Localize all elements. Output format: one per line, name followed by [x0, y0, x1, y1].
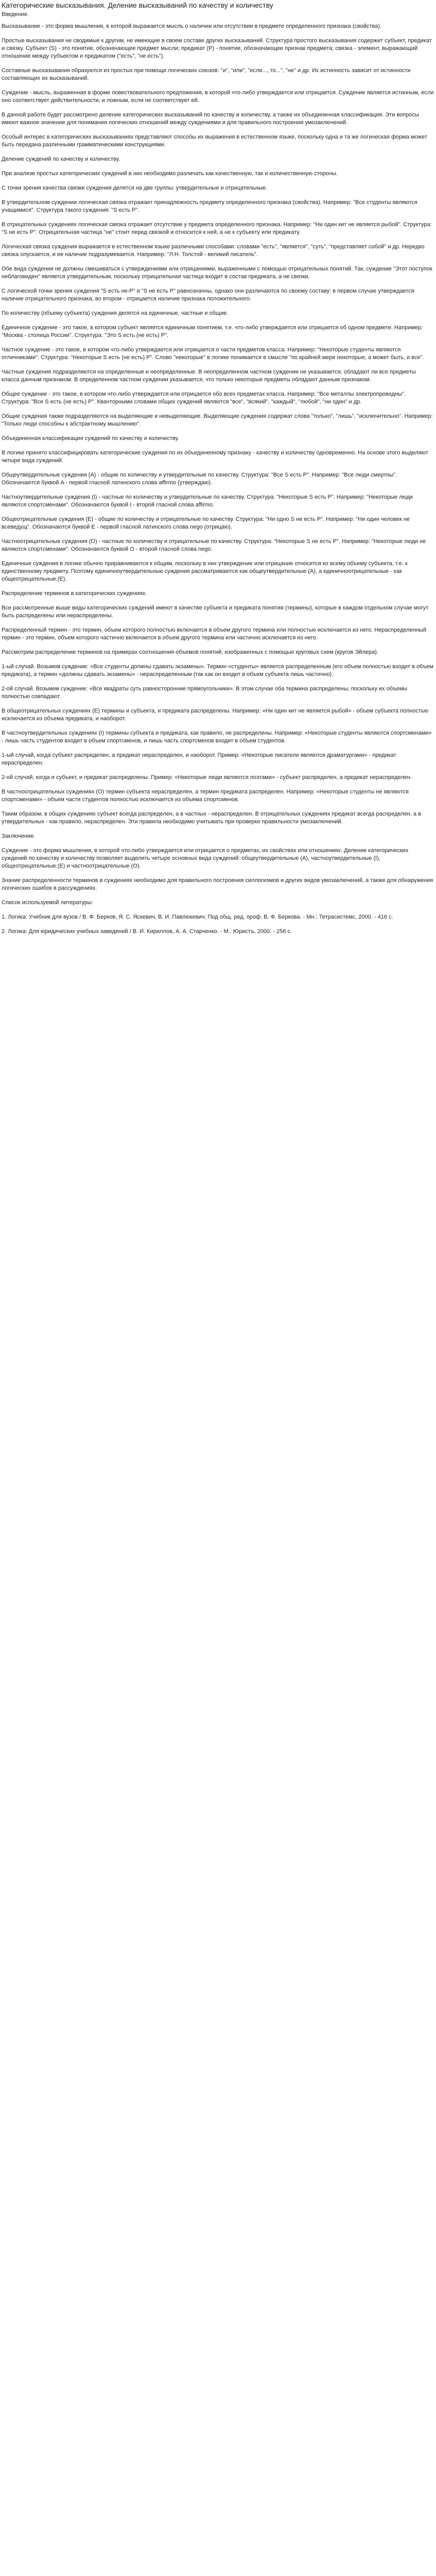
paragraph: Общеутвердительные суждения (A) - общие по количеству и утвердительные по качеству. Структура: "Все S есть P". Например: "Все люди смертны". Обозначаются буквой A - первой гласной латинского слова affirmo (утверждаю).	[2, 472, 399, 486]
paragraph: С логической точки зрения суждения "S есть не-P" и "S не есть P" равнозначны, однако они различаются по своему составу: в первом случае утверждается наличие отрицательного признака, во втором - отрицается наличие признака положительного.	[2, 288, 416, 302]
paragraph: Частное суждение - это такое, в котором что-либо утверждается или отрицается о части предметов класса. Например: "Некоторые студенты являются отличниками". Структура: "Некоторые S есть (не есть) P". Слово "некоторые" в логике понимается в смысле "по крайней мере некоторые, а может быть, и все".	[2, 347, 424, 361]
paragraph: 1-ый случай. Возьмем суждение: «Все студенты должны сдавать экзамены». Термин «студенты» является распределенным (его объем полностью входит в объем предиката), а термин «должны сдавать экзамены» - нераспределенным (так как он входит в объем субъекта лишь частично).	[2, 664, 435, 677]
paragraph: По количеству (объему субъекта) суждения делятся на единичные, частные и общие.	[2, 310, 229, 316]
paragraph: Рассмотрим распределение терминов на примерах соотношения объемов понятий, изображенных с помощью круговых схем (кругов Эйлера).	[2, 649, 378, 655]
paragraph: Все рассмотренные выше виды категорических суждений имеют в качестве субъекта и предиката понятия (термины), которые в каждом отдельном случае могут быть распределены или нераспределены.	[2, 605, 430, 619]
paragraph: В частноутвердительных суждениях (I) термины субъекта и предиката, как правило, не распределены. Например: «Некоторые студенты являются спортсменами» - лишь часть студентов входит в объем спортсменов, и лишь часть спортсменов входит в объем студентов.	[2, 730, 433, 744]
document-page	[0, 0, 436, 936]
paragraph: Единичные суждения в логике обычно приравниваются к общим, поскольку в них утверждение или отрицание относится ко всему объему субъекта, т.е. к единственному предмету. Поэтому единичноутвердительные суждения рассматриваются как общеутвердительные (A), а единичноотрицательные - как общеотрицательные (E).	[2, 561, 409, 582]
document-section	[2, 833, 434, 892]
paragraph: Составные высказывания образуются из простых при помощи логических союзов: "и", "или", "если..., то...", "не" и др. Их истинность зависит от истинности составляющих их высказываний.	[2, 67, 412, 81]
section-heading: Деление суждений по качеству и количеству.	[2, 156, 120, 162]
paragraph: Суждение - мысль, выраженная в форме повествовательного предложения, в которой что-либо утверждается или отрицается. Суждение является истинным, если оно соответствует действительности, и ложным, если не соответствует ей.	[2, 90, 435, 104]
document-title: Категорические высказывания. Деление высказываний по качеству и количеству	[2, 1, 273, 9]
paragraph: Суждение - это форма мышления, в которой что-либо утверждается или отрицается о предметах, их свойствах или отношениях. Деление категорических суждений по качеству и количеству позволяет выделить четыре основных вида суждений: общеутвердительные (A), частноутвердительные (I), общеотрицательные (E) и частноотрицательные (O).	[2, 848, 410, 869]
paragraph: 2. Логика: Для юридических учебных заведений / В. И. Кириллов, А. А. Старченко. - М.: Юристъ, 2000. - 256 с.	[2, 928, 292, 935]
paragraph: Простые высказывания не сводимые к другим, не имеющие в своем составе других высказываний. Структура простого высказывания содержит субъект, предикат и связку. Субъект (S) - это понятие, обозначающее предмет мысли; предикат (P) - понятие, обозначающее признак предмета; связка - элемент, выражающий отношение между субъектом и предикатом ("есть", "не есть").	[2, 38, 433, 59]
paragraph: Общеотрицательные суждения (E) - общие по количеству и отрицательные по качеству. Структура: "Ни одно S не есть P". Например: "Ни один человек не всеведущ". Обозначаются буквой E - первой гласной латинского слова nego (отрицаю).	[2, 516, 412, 530]
paragraph: Высказывание - это форма мышления, в которой выражается мысль о наличии или отсутствии в предмете определенного признака (свойства).	[2, 23, 382, 29]
paragraph: 1-ый случай, когда субъект распределен, а предикат нераспределен, и наоборот. Пример: «Некоторые писатели являются драматургами» - предикат нераспределен.	[2, 752, 398, 766]
document-section	[2, 590, 434, 826]
paragraph: В логике принято классифицировать категорические суждения по их объединенному признаку - качеству и количеству одновременно. На основе этого выделяют четыре вида суждений.	[2, 450, 430, 464]
paragraph: Знание распределенности терминов в суждениях необходимо для правильного построения силлогизмов и других видов умозаключений, а также для обнаружения логических ошибок в рассуждениях.	[2, 877, 435, 891]
paragraph: Логическая связка суждения выражается в естественном языке различными способами: словами "есть", "является", "суть", "представляет собой" и др. Нередко связка опускается, и ее наличие подразумевается. Например: "Л.Н. Толстой - великий писатель".	[2, 244, 426, 258]
paragraph: В отрицательных суждениях логическая связка отражает отсутствие у предмета определенного признака. Например: "Ни один кит не является рыбой". Структура: "S не есть P". Отрицательная частица "не" стоит перед связкой и относится к ней, а не к субъекту или предикату.	[2, 222, 433, 235]
section-heading: Распределение терминов в категорических суждениях.	[2, 590, 147, 597]
paragraph: В данной работе будет рассмотрено деление категорических высказываний по качеству и количеству, а также их объединенная классификация. Эти вопросы имеют важное значение для понимания логических отношений между суждениями и для правильного построения умозаключений.	[2, 112, 421, 126]
paragraph: В утвердительном суждении логическая связка отражает принадлежность предмету определенного признака (свойства). Например: "Все студенты являются учащимися". Структура такого суждения: "S есть P".	[2, 199, 419, 213]
paragraph: В частноотрицательных суждениях (O) термин субъекта нераспределен, а термин предиката распределен. Например: «Некоторые студенты не являются спортсменами» - объем части студентов полностью исключается из объема спортсменов.	[2, 789, 410, 803]
document-section	[2, 156, 434, 428]
paragraph: При анализе простых категорических суждений в них необходимо различать как качественную, так и количественную стороны.	[2, 171, 338, 177]
paragraph: В общеотрицательных суждениях (E) термины и субъекта, и предиката распределены. Например: «Ни один кит не является рыбой» - объем субъекта полностью исключается из объема предиката, и наоборот.	[2, 708, 430, 722]
paragraph: Частноутвердительные суждения (I) - частные по количеству и утвердительные по качеству. Структура: "Некоторые S есть P". Например: "Некоторые люди являются спортсменами". Обозначаются буквой I - второй гласной слова affirmo.	[2, 494, 415, 508]
paragraph: С точки зрения качества связки суждения делятся на две группы: утвердительные и отрицательные.	[2, 185, 268, 191]
paragraph: Общие суждения также подразделяются на выделяющие и невыделяющие. Выделяющие суждения содержат слова "только", "лишь", "исключительно". Например: "Только люди способны к абстрактному мышлению".	[2, 413, 434, 427]
paragraph: Таким образом, в общих суждениях субъект всегда распределен, а в частных - нераспределен. В отрицательных суждениях предикат всегда распределен, а в утвердительных - как правило, нераспределен. Эти правила необходимо учитывать при проверке правильности умозаключений.	[2, 811, 423, 825]
paragraph: Особый интерес в категорических высказываниях представляют способы их выражения в естественном языке, поскольку одна и та же логическая форма может быть передана различными грамматическими конструкциями.	[2, 134, 429, 148]
section-heading: Список используемой литературы:	[2, 900, 93, 906]
document-section	[2, 899, 434, 936]
paragraph: 2-ой случай. Возьмем суждение: «Все квадраты суть равносторонние прямоугольники». В этом случае оба термина распределены, поскольку их объемы полностью совпадают.	[2, 686, 409, 700]
paragraph: Обе вида суждения не должны смешиваться с утверждениями или отрицаниями, выраженными с помощью отрицательных понятий. Так, суждение "Этот поступок неблаговиден" является утвердительным, поскольку отрицательная частица входит в состав предиката, а не связки.	[2, 266, 434, 280]
document-body	[2, 23, 434, 936]
paragraph: 2-ой случай, когда и субъект, и предикат распределены. Пример: «Некоторые люди являются поэтами» - субъект распределен, а предикат нераспределен.	[2, 774, 412, 781]
paragraph: Общее суждение - это такое, в котором что-либо утверждается или отрицается обо всех предметах класса. Например: "Все металлы электропроводны". Структура: "Все S есть (не есть) P". Кванторными словами общих суждений являются "все", "всякий", "каждый", "любой", "ни один" и др.	[2, 391, 407, 405]
paragraph: 1. Логика: Учебник для вузов / В. Ф. Берков, Я. С. Яскевич, В. И. Павлюкевич; Под общ. ред. проф. В. Ф. Беркова. - Мн.: Тетрасистемс, 2000. - 416 с.	[2, 914, 393, 920]
paragraph: Частноотрицательные суждения (O) - частные по количеству и отрицательные по качеству. Структура: "Некоторые S не есть P". Например: "Некоторые люди не являются спортсменами". Обозначаются буквой O - второй гласной слова nego.	[2, 538, 428, 552]
document-subtitle: Введение.	[2, 11, 29, 18]
section-heading: Заключение.	[2, 833, 36, 839]
paragraph: Распределенный термин - это термин, объем которого полностью включается в объем другого термина или полностью исключается из него. Нераспределенный термин - это термин, объем которого частично включается в объем другого термина или частично исключается из него.	[2, 627, 428, 641]
paragraph: Единичное суждение - это такое, в котором субъект является единичным понятием, т.е. что-либо утверждается или отрицается об одном предмете. Например: "Москва - столица России". Структура: "Это S есть (не есть) P".	[2, 325, 425, 338]
document-section	[2, 23, 434, 149]
section-heading: Объединенная классификация суждений по качеству и количеству.	[2, 435, 179, 442]
paragraph: Частные суждения подразделяются на определенные и неопределенные. В неопределенном частном суждении не указывается, обладают ли все предметы класса данным признаком. В определенном частном суждении указывается, что только некоторые предметы обладают данным признаком.	[2, 369, 417, 383]
document-section	[2, 435, 434, 583]
